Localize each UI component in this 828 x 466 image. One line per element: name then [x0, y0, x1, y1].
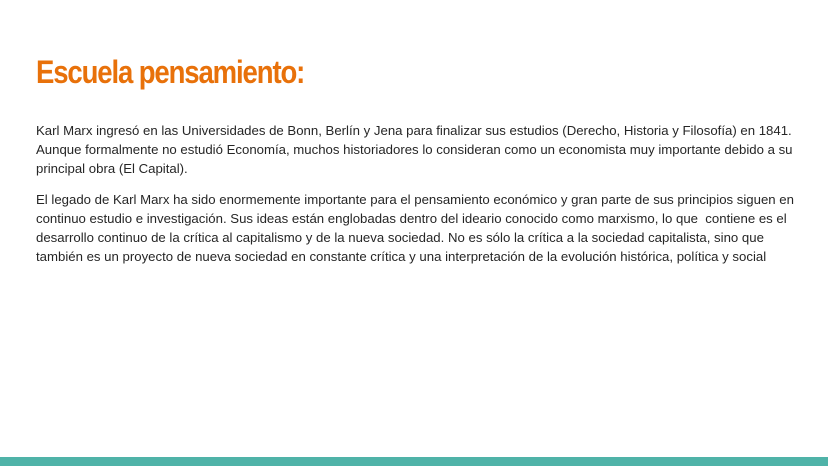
slide-body — [36, 121, 796, 278]
bottom-accent-bar — [0, 457, 828, 466]
slide-title: Escuela pensamiento: — [36, 54, 305, 90]
paragraph-1: Karl Marx ingresó en las Universidades de Bonn, Berlín y Jena para finalizar sus estudios (Derecho, Historia y Filosofía) en 1841. Aunque formalmente no estudió Economía, muchos historiadores lo consideran como un economista muy importante debido a su principal obra (El Capital). — [36, 123, 797, 176]
paragraph-2: El legado de Karl Marx ha sido enormemente importante para el pensamiento económico y gran parte de sus principios siguen en continuo estudio e investigación. Sus ideas están englobadas dentro del ideario conocido como marxismo, lo que contiene es el desarrollo continuo de la crítica al capitalismo y de la nueva sociedad. No es sólo la crítica a la sociedad capitalista, sino que también es un proyecto de nueva sociedad en constante crítica y una interpretación de la evolución histórica, política y social — [36, 192, 798, 264]
